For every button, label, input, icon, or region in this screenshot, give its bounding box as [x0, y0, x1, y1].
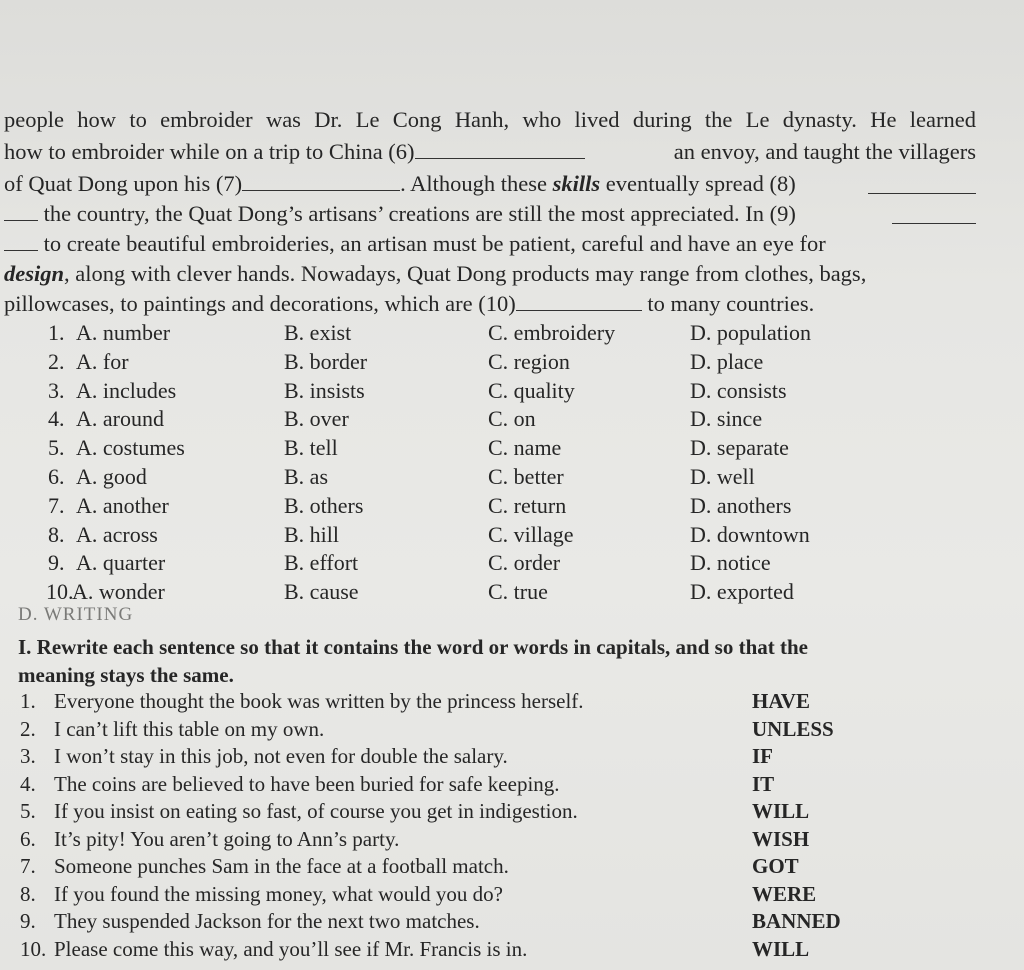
sentence-text: I won’t stay in this job, not even for double the salary. — [54, 744, 508, 768]
answer-blank-10[interactable] — [516, 292, 642, 311]
passage-text: to create beautiful embroideries, an artisan must be patient, careful and have an eye for — [38, 231, 826, 256]
option-row — [0, 376, 1024, 405]
sentence-text: They suspended Jackson for the next two matches. — [54, 909, 480, 933]
option-row — [0, 404, 1024, 433]
item-number: 2. — [20, 716, 36, 741]
item-number: 1. — [20, 689, 36, 713]
passage-line-2 — [4, 137, 976, 167]
item-number: 3. — [20, 744, 36, 768]
option-row — [0, 520, 1024, 549]
option-a[interactable]: A. around — [76, 406, 164, 432]
rewrite-item — [0, 798, 1024, 825]
answer-blank-8-cont[interactable] — [4, 202, 38, 221]
passage-line-4 — [4, 199, 976, 229]
question-number: 2. — [48, 348, 65, 374]
keyword: WILL — [752, 936, 810, 961]
rewrite-item — [0, 853, 1024, 880]
question-number: 8. — [48, 521, 65, 547]
question-number: 9. — [48, 550, 65, 576]
instruction-line-1: I. Rewrite each sentence so that it contains the word or words in capitals, and so that the — [18, 635, 808, 659]
item-number: 8. — [20, 881, 36, 906]
passage-text: . Although these — [400, 171, 553, 196]
rewrite-item — [0, 743, 1024, 770]
keyword: IF — [752, 744, 773, 768]
passage-line-1 — [4, 105, 976, 135]
option-a[interactable]: A. includes — [76, 377, 177, 403]
section-title: D. WRITING — [18, 604, 134, 625]
rewrite-item — [0, 826, 1024, 853]
option-a[interactable]: A. good — [76, 464, 147, 489]
sentence-text: If you found the missing money, what would you do? — [54, 881, 503, 906]
option-d[interactable]: D. consists — [690, 377, 787, 403]
rewrite-item — [0, 936, 1024, 963]
question-number: 10. — [46, 579, 74, 605]
option-row — [0, 433, 1024, 462]
option-b[interactable]: B. border — [284, 348, 368, 374]
option-a[interactable]: A. quarter — [76, 550, 166, 576]
option-b[interactable]: B. tell — [284, 435, 338, 461]
answer-blank-9-cont[interactable] — [4, 232, 38, 251]
passage-line-7 — [4, 289, 976, 319]
option-c[interactable]: C. embroidery — [488, 320, 616, 345]
passage-text: people how to embroider was Dr. Le Cong Hanh, who lived during the Le dynasty. He learned — [4, 107, 976, 132]
option-a[interactable]: A. across — [76, 521, 158, 547]
answer-blank-8[interactable] — [868, 175, 976, 194]
rewrite-item — [0, 908, 1024, 935]
option-a[interactable]: A. number — [76, 320, 171, 345]
sentence-text: It’s pity! You aren’t going to Ann’s party. — [54, 826, 400, 851]
passage-text: pillowcases, to paintings and decorations, which are (10) — [4, 291, 516, 316]
instruction-line-2: meaning stays the same. — [18, 663, 234, 687]
passage-text: eventually spread (8) — [600, 171, 796, 196]
passage-line-5 — [4, 229, 976, 259]
question-number: 4. — [48, 406, 65, 432]
option-d[interactable]: D. downtown — [690, 521, 810, 547]
sentence-text: If you insist on eating so fast, of course you get in indigestion. — [54, 799, 578, 823]
passage-line-3 — [4, 169, 976, 199]
answer-blank-6[interactable] — [415, 140, 585, 159]
item-number: 5. — [20, 799, 36, 823]
passage-text: to many countries. — [641, 291, 815, 316]
item-number: 9. — [20, 909, 36, 933]
option-c[interactable]: C. better — [488, 464, 564, 489]
option-d[interactable]: D. well — [690, 464, 755, 489]
option-b[interactable]: B. others — [284, 492, 364, 518]
option-a[interactable]: A. another — [76, 492, 169, 518]
keyword: WERE — [752, 881, 817, 906]
sentence-text: Everyone thought the book was written by the princess herself. — [54, 689, 584, 713]
passage-text: an envoy, and taught the villagers — [673, 139, 976, 164]
option-c[interactable]: C. order — [488, 550, 561, 576]
item-number: 4. — [20, 771, 36, 796]
answer-blank-9[interactable] — [892, 205, 976, 224]
option-d[interactable]: D. population — [690, 320, 811, 345]
option-d[interactable]: D. separate — [690, 435, 789, 461]
option-b[interactable]: B. insists — [284, 377, 365, 403]
item-number: 7. — [20, 854, 36, 878]
question-number: 1. — [48, 320, 65, 345]
option-b[interactable]: B. as — [284, 464, 328, 489]
option-c[interactable]: C. return — [488, 492, 567, 518]
keyword: WISH — [752, 826, 810, 851]
option-row — [0, 462, 1024, 491]
option-d[interactable]: D. since — [690, 406, 763, 432]
option-c[interactable]: C. region — [488, 348, 570, 374]
rewrite-item — [0, 688, 1024, 715]
option-row — [0, 347, 1024, 376]
answer-blank-7[interactable] — [242, 172, 400, 191]
option-b[interactable]: B. hill — [284, 521, 340, 547]
option-d[interactable]: D. notice — [690, 550, 771, 576]
keyword: GOT — [752, 854, 799, 878]
option-c[interactable]: C. village — [488, 521, 574, 547]
keyword: UNLESS — [752, 716, 834, 741]
option-d[interactable]: D. exported — [690, 579, 794, 605]
option-c[interactable]: C. quality — [488, 377, 575, 403]
keyword: WILL — [752, 799, 810, 823]
emphasized-word: skills — [552, 171, 601, 196]
emphasized-word: design — [4, 261, 65, 286]
option-row — [0, 548, 1024, 577]
option-row — [0, 318, 1024, 347]
sentence-text: Someone punches Sam in the face at a football match. — [54, 854, 509, 878]
question-number: 5. — [48, 435, 65, 461]
item-number: 6. — [20, 826, 36, 851]
option-d[interactable]: D. anothers — [690, 492, 792, 518]
option-c[interactable]: C. name — [488, 435, 562, 461]
passage-text: of Quat Dong upon his (7) — [4, 171, 243, 196]
option-b[interactable]: B. cause — [284, 579, 359, 605]
keyword: HAVE — [752, 689, 810, 713]
option-row — [0, 491, 1024, 520]
passage-text: how to embroider while on a trip to China (6) — [4, 139, 415, 164]
rewrite-item — [0, 771, 1024, 798]
question-number: 7. — [48, 492, 65, 518]
passage-text: the country, the Quat Dong’s artisans’ creations are still the most appreciated. In (9) — [38, 201, 796, 226]
sentence-text: I can’t lift this table on my own. — [54, 716, 325, 741]
option-row — [0, 577, 1024, 606]
sentence-text: Please come this way, and you’ll see if Mr. Francis is in. — [54, 936, 528, 961]
option-b[interactable]: B. effort — [284, 550, 359, 576]
option-c[interactable]: C. true — [488, 579, 548, 605]
item-number: 10. — [20, 936, 47, 961]
option-a[interactable]: A. for — [76, 348, 129, 374]
option-d[interactable]: D. place — [690, 348, 764, 374]
option-b[interactable]: B. exist — [284, 320, 352, 345]
option-a[interactable]: A. wonder — [72, 579, 165, 605]
passage-line-6 — [4, 259, 976, 289]
rewrite-item — [0, 881, 1024, 908]
keyword: BANNED — [752, 909, 841, 933]
keyword: IT — [752, 771, 775, 796]
option-c[interactable]: C. on — [488, 406, 536, 432]
rewrite-item — [0, 716, 1024, 743]
sentence-text: The coins are believed to have been buried for safe keeping. — [54, 771, 560, 796]
question-number: 3. — [48, 377, 65, 403]
option-b[interactable]: B. over — [284, 406, 349, 432]
option-a[interactable]: A. costumes — [76, 435, 185, 461]
question-number: 6. — [48, 464, 65, 489]
passage-text: , along with clever hands. Nowadays, Quat Dong products may range from clothes, bags, — [64, 261, 867, 286]
